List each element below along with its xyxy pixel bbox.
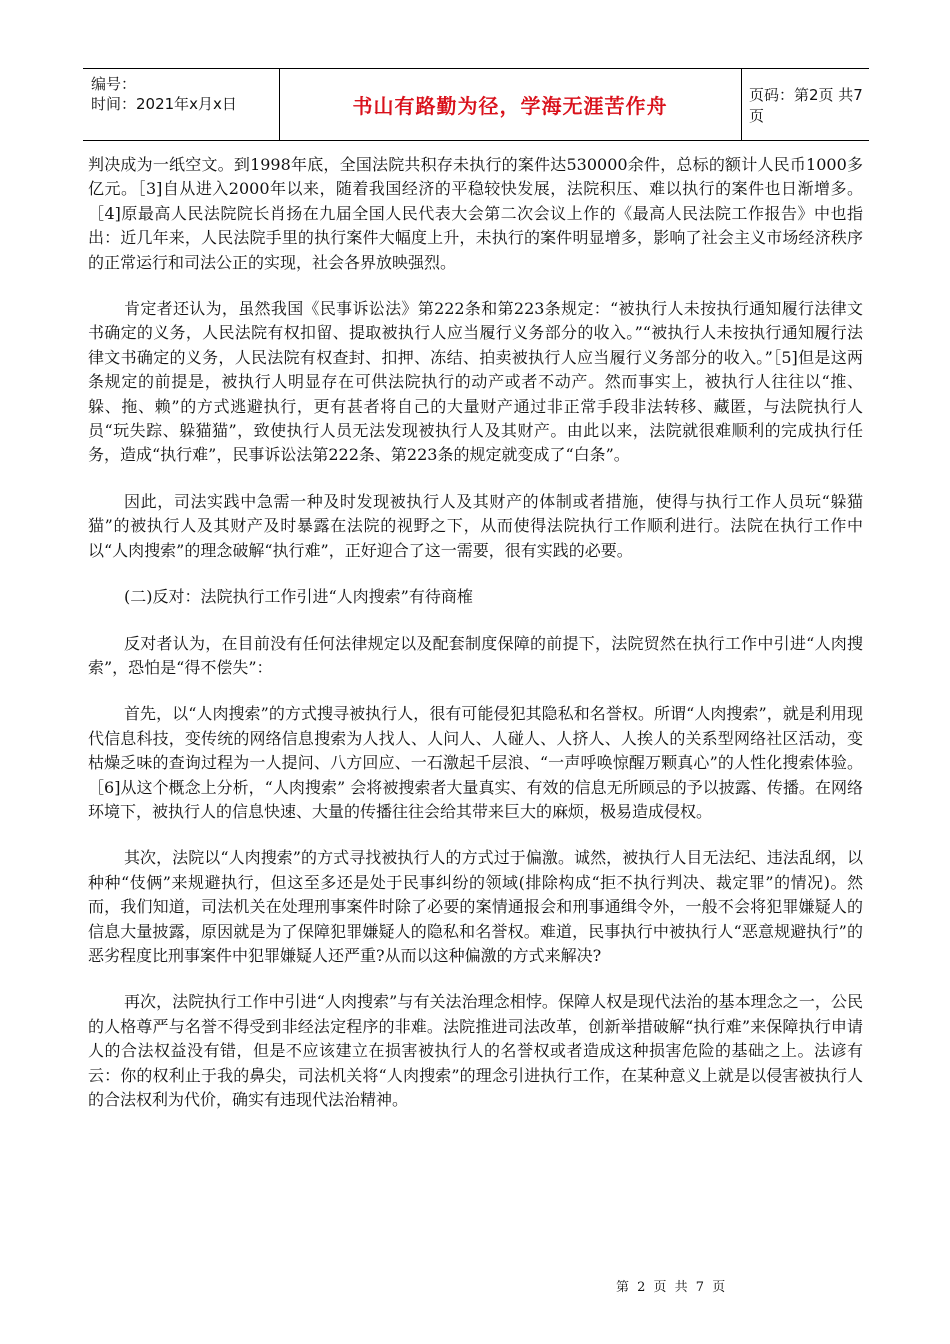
page-footer: 第 2 页 共 7 页: [616, 1280, 728, 1295]
paragraph-first-point: 首先，以“人肉搜索”的方式搜寻被执行人，很有可能侵犯其隐私和名誉权。所谓“人肉搜索”，就是利用现代信息科技，变传统的网络信息搜索为人找人、人问人、人碰人、人挤人、人挨人的关系型网络社区活动，变枯燥乏味的查询过程为一人提问、八方回应、一石激起千层浪、“一声呼唤惊醒万颗真心”的人性化搜索体验。［6]从这个概念上分析，“人肉搜索” 会将被搜索者大量真实、有效的信息无所顾忌的予以披露、传播。在网络环境下，被执行人的信息快速、大量的传播往往会给其带来巨大的麻烦，极易造成侵权。: [88, 704, 863, 821]
date-label: 时间：2021年x月x日: [91, 95, 237, 113]
paragraph-conclusion: 因此，司法实践中急需一种及时发现被执行人及其财产的体制或者措施，使得与执行工作人员玩“躲猫猫”的被执行人及其财产及时暴露在法院的视野之下，从而使得法院执行工作顺利进行。法院在执行工作中以“人肉搜索”的理念破解“执行难”，正好迎合了这一需要，很有实践的必要。: [88, 491, 863, 560]
document-body: [88, 153, 863, 1134]
paragraph-opposition-intro: 反对者认为，在目前没有任何法律规定以及配套制度保障的前提下，法院贸然在执行工作中引进“人肉搜索”，恐怕是“得不偿失”：: [88, 633, 863, 677]
paragraph-third-point: 再次，法院执行工作中引进“人肉搜索”与有关法治理念相悖。保障人权是现代法治的基本理念之一，公民的人格尊严与名誉不得受到非经法定程序的非难。法院推进司法改革，创新举措破解“执行难”来保障执行申请人的合法权益没有错，但是不应该建立在损害被执行人的名誉权或者造成这种损害危险的基础之上。法谚有云：你的权利止于我的鼻尖，司法机关将“人肉搜索”的理念引进执行工作，在某种意义上就是以侵害被执行人的合法权利为代价，确实有违现代法治精神。: [88, 992, 863, 1109]
page-header: [83, 68, 869, 141]
paragraph-second-point: 其次，法院以“人肉搜索”的方式寻找被执行人的方式过于偏激。诚然，被执行人目无法纪、违法乱纲，以种种“伎俩”来规避执行，但这至多还是处于民事纠纷的领域(排除构成“拒不执行判决、裁定罪”的情况)。然而，我们知道，司法机关在处理刑事案件时除了必要的案情通报会和刑事通缉令外，一般不会将犯罪嫌疑人的信息大量披露，原因就是为了保障犯罪嫌疑人的隐私和名誉权。难道，民事执行中被执行人“恶意规避执行”的恶劣程度比刑事案件中犯罪嫌疑人还严重?从而以这种偏激的方式来解决?: [88, 848, 863, 965]
page-info: 页码：第2页 共7页: [749, 85, 863, 125]
header-meta-cell: [83, 69, 280, 140]
header-page-cell: [741, 69, 869, 140]
motto-text: 书山有路勤为径，学海无涯苦作舟: [352, 94, 668, 118]
section-heading: (二)反对：法院执行工作引进“人肉搜索”有待商榷: [124, 587, 473, 607]
serial-label: 编号：: [91, 75, 137, 93]
paragraph-continuation: 判决成为一纸空文。到1998年底，全国法院共积存未执行的案件达530000余件，总标的额计人民币1000多亿元。［3]自从进入2000年以来，随着我国经济的平稳较快发展，法院积压、难以执行的案件也日渐增多。［4]原最高人民法院院长肖扬在九届全国人民代表大会第二次会议上作的《最高人民法院工作报告》中也指出：近几年来，人民法院手里的执行案件大幅度上升，未执行的案件明显增多，影响了社会主义市场经济秩序的正常运行和司法公正的实现，社会各界放映强烈。: [88, 155, 863, 272]
paragraph-affirmative-argument: 肯定者还认为，虽然我国《民事诉讼法》第222条和第223条规定：“被执行人未按执行通知履行法律文书确定的义务，人民法院有权扣留、提取被执行人应当履行义务部分的收入。”“被执行人未按执行通知履行法律文书确定的义务，人民法院有权查封、扣押、冻结、拍卖被执行人应当履行义务部分的收入。”［5]但是这两条规定的前提是，被执行人明显存在可供法院执行的动产或者不动产。然而事实上，被执行人往往以“推、躲、拖、赖”的方式逃避执行，更有甚者将自己的大量财产通过非正常手段非法转移、藏匿，与法院执行人员“玩失踪、躲猫猫”，致使执行人员无法发现被执行人及其财产。由此以来，法院就很难顺利的完成执行任务，造成“执行难”，民事诉讼法第222条、第223条的规定就变成了“白条”。: [88, 299, 863, 465]
header-motto-cell: [279, 69, 742, 140]
